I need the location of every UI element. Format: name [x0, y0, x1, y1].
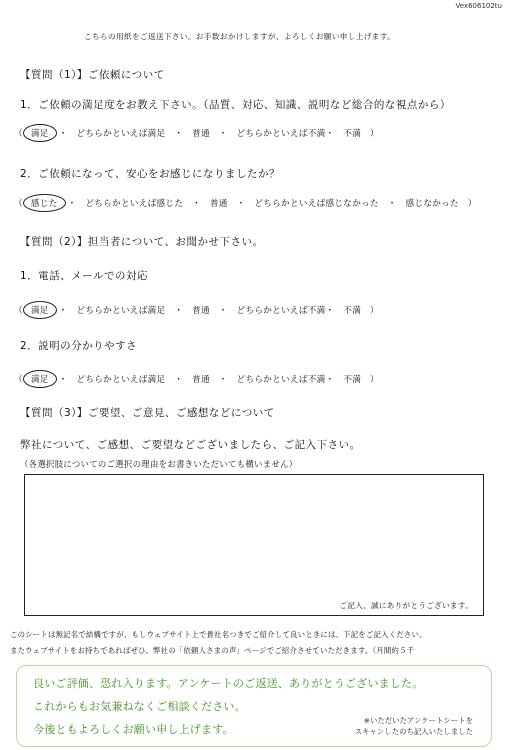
answer-row-2-2	[14, 370, 379, 388]
comment-box-caption: ご記入、誠にありがとうございます。	[339, 601, 473, 610]
intro-text: こちらの用紙をご返送下さい。お手数おかけしますが、よろしくお願い申し上げます。	[84, 32, 396, 41]
reply-line-2: これからもお気兼ねなくご相談ください。	[33, 700, 246, 713]
reply-note-2: スキャンしたのち記入いたしました	[354, 727, 473, 736]
question-1-2: 2．ご依頼になって、安心をお感じになりましたか？	[20, 168, 280, 180]
question-2-1: 1．電話、メールでの対応	[20, 270, 148, 282]
section-1-heading: 【質問（1）】ご依頼について	[20, 69, 165, 81]
other-options: ・ どちらかといえば満足 ・ 普通 ・ どちらかといえば不満・ 不満 ）	[58, 306, 379, 316]
document-id: Vex606102tu	[455, 2, 502, 10]
reply-line-3: 今後ともよろしくお願い申し上げます。	[33, 723, 234, 736]
answer-row-1-1	[14, 124, 379, 142]
section-2-heading: 【質問（2）】担当者について、お聞かせ下さい。	[20, 236, 264, 248]
reply-line-1: 良いご評価、恐れ入ります。アンケートのご返送、ありがとうございました。	[33, 677, 424, 690]
selected-answer: 満足	[23, 370, 57, 388]
other-options: ・ どちらかといえば満足 ・ 普通 ・ どちらかといえば不満・ 不満 ）	[58, 375, 379, 385]
comment-prompt: 弊社について、ご感想、ご要望などございましたら、ご記入下さい。	[20, 439, 361, 451]
footer-line-2: またウェブサイトをお持ちであればぜひ。弊社の「依頼人さまの声」ページでご紹介させていただきます。（月間約５千	[10, 646, 415, 655]
footer-line-1: このシートは無記名で結構ですが、もしウェブサイト上で貴社名つきでご紹介して良いときには、下記をご記入ください。	[10, 630, 427, 639]
answer-row-1-2	[14, 194, 477, 212]
reply-message-box	[16, 665, 492, 747]
open-paren: （	[14, 306, 23, 316]
comment-subprompt: （各選択肢についてのご選択の理由をお書きいただいても構いません）	[20, 459, 298, 469]
question-1-1: 1．ご依頼の満足度をお教え下さい。（品質、対応、知識、説明など総合的な視点から）	[20, 99, 451, 111]
selected-answer: 満足	[23, 301, 57, 319]
comment-box[interactable]	[24, 474, 484, 616]
other-options: ・ どちらかといえば感じた ・ 普通 ・ どちらかといえば感じなかった ・ 感じなかった ）	[67, 199, 477, 209]
answer-row-2-1	[14, 301, 379, 319]
reply-note-1: ※いただいたアンケートシートを	[363, 716, 473, 725]
question-2-2: 2．説明の分かりやすさ	[20, 340, 138, 352]
section-3-heading: 【質問（3）】ご要望、ご意見、ご感想などについて	[20, 407, 275, 419]
open-paren: （	[14, 375, 23, 385]
open-paren: （	[14, 199, 23, 209]
selected-answer: 満足	[23, 124, 57, 142]
other-options: ・ どちらかといえば満足 ・ 普通 ・ どちらかといえば不満・ 不満 ）	[58, 129, 379, 139]
open-paren: （	[14, 129, 23, 139]
selected-answer: 感じた	[23, 194, 66, 212]
